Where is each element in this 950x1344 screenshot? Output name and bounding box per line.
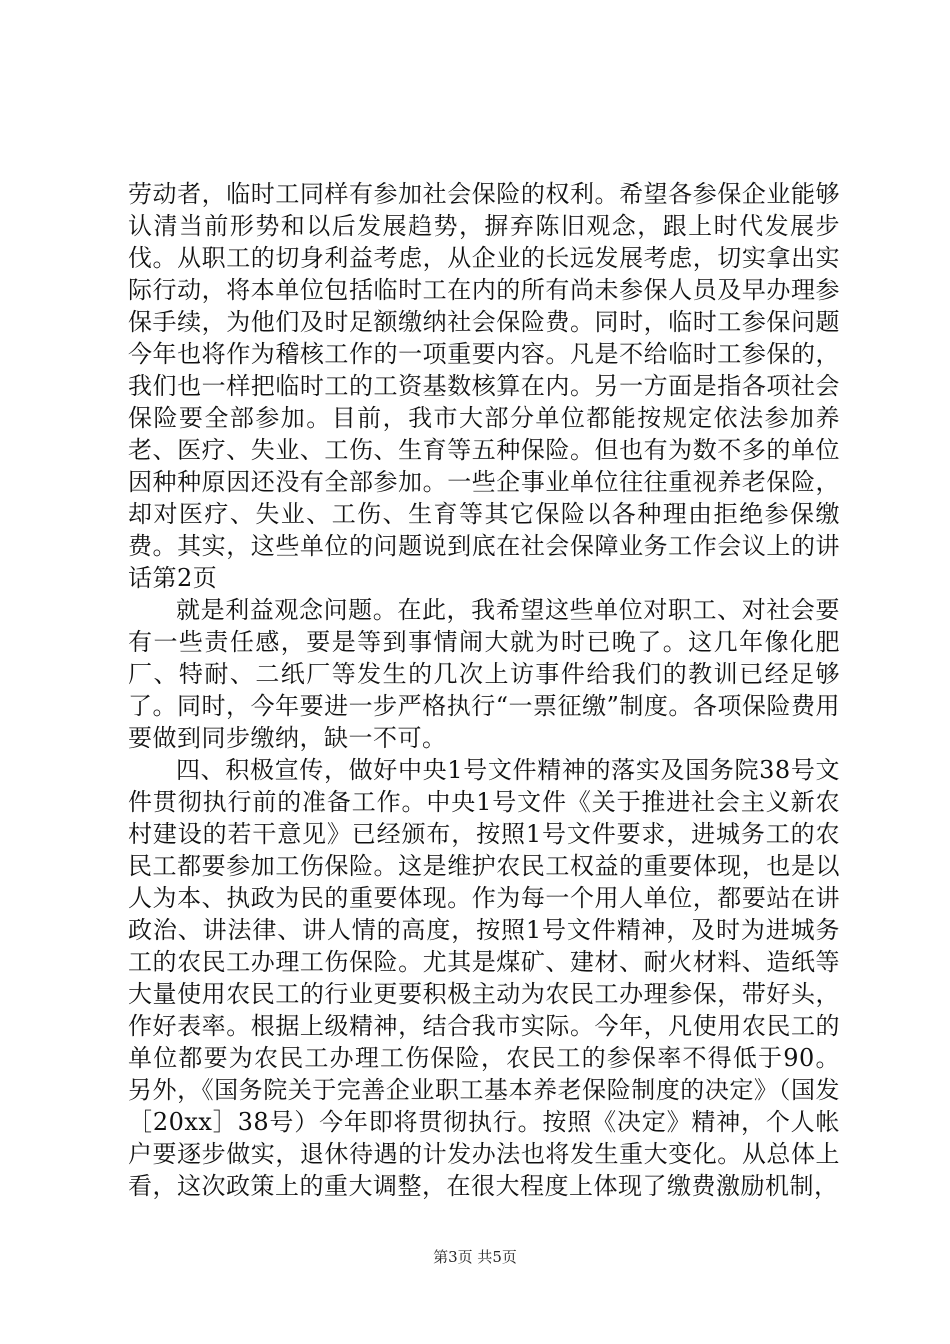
document-body [128, 178, 840, 1202]
paragraph-1: 劳动者，临时工同样有参加社会保险的权利。希望各参保企业能够认清当前形势和以后发展趋势，摒弃陈旧观念，跟上时代发展步伐。从职工的切身利益考虑，从企业的长远发展考虑，切实拿出实际行动，将本单位包括临时工在内的所有尚未参保人员及早办理参保手续，为他们及时足额缴纳社会保险费。同时，临时工参保问题今年也将作为稽核工作的一项重要内容。凡是不给临时工参保的，我们也一样把临时工的工资基数核算在内。另一方面是指各项社会保险要全部参加。目前，我市大部分单位都能按规定依法参加养老、医疗、失业、工伤、生育等五种保险。但也有为数不多的单位因种种原因还没有全部参加。一些企事业单位往往重视养老保险，却对医疗、失业、工伤、生育等其它保险以各种理由拒绝参保缴费。其实，这些单位的问题说到底在社会保障业务工作会议上的讲话第2页 [128, 180, 840, 592]
paragraph-2: 就是利益观念问题。在此，我希望这些单位对职工、对社会要有一些责任感，要是等到事情闹大就为时已晚了。这几年像化肥厂、特耐、二纸厂等发生的几次上访事件给我们的教训已经足够了。同时，今年要进一步严格执行“一票征缴”制度。各项保险费用要做到同步缴纳，缺一不可。 [128, 596, 840, 752]
page-footer: 第3页 共5页 [433, 1248, 517, 1266]
paragraph-3: 四、积极宣传，做好中央1号文件精神的落实及国务院38号文件贯彻执行前的准备工作。中央1号文件《关于推进社会主义新农村建设的若干意见》已经颁布，按照1号文件要求，进城务工的农民工都要参加工伤保险。这是维护农民工权益的重要体现，也是以人为本、执政为民的重要体现。作为每一个用人单位，都要站在讲政治、讲法律、讲人情的高度，按照1号文件精神，及时为进城务工的农民工办理工伤保险。尤其是煤矿、建材、耐火材料、造纸等大量使用农民工的行业更要积极主动为农民工办理参保，带好头，作好表率。根据上级精神，结合我市实际。今年，凡使用农民工的单位都要为农民工办理工伤保险，农民工的参保率不得低于90。另外，《国务院关于完善企业职工基本养老保险制度的决定》（国发［20xx］38号）今年即将贯彻执行。按照《决定》精神，个人帐户要逐步做实，退休待遇的计发办法也将发生重大变化。从总体上看，这次政策上的重大调整，在很大程度上体现了缴费激励机制， [128, 756, 840, 1200]
